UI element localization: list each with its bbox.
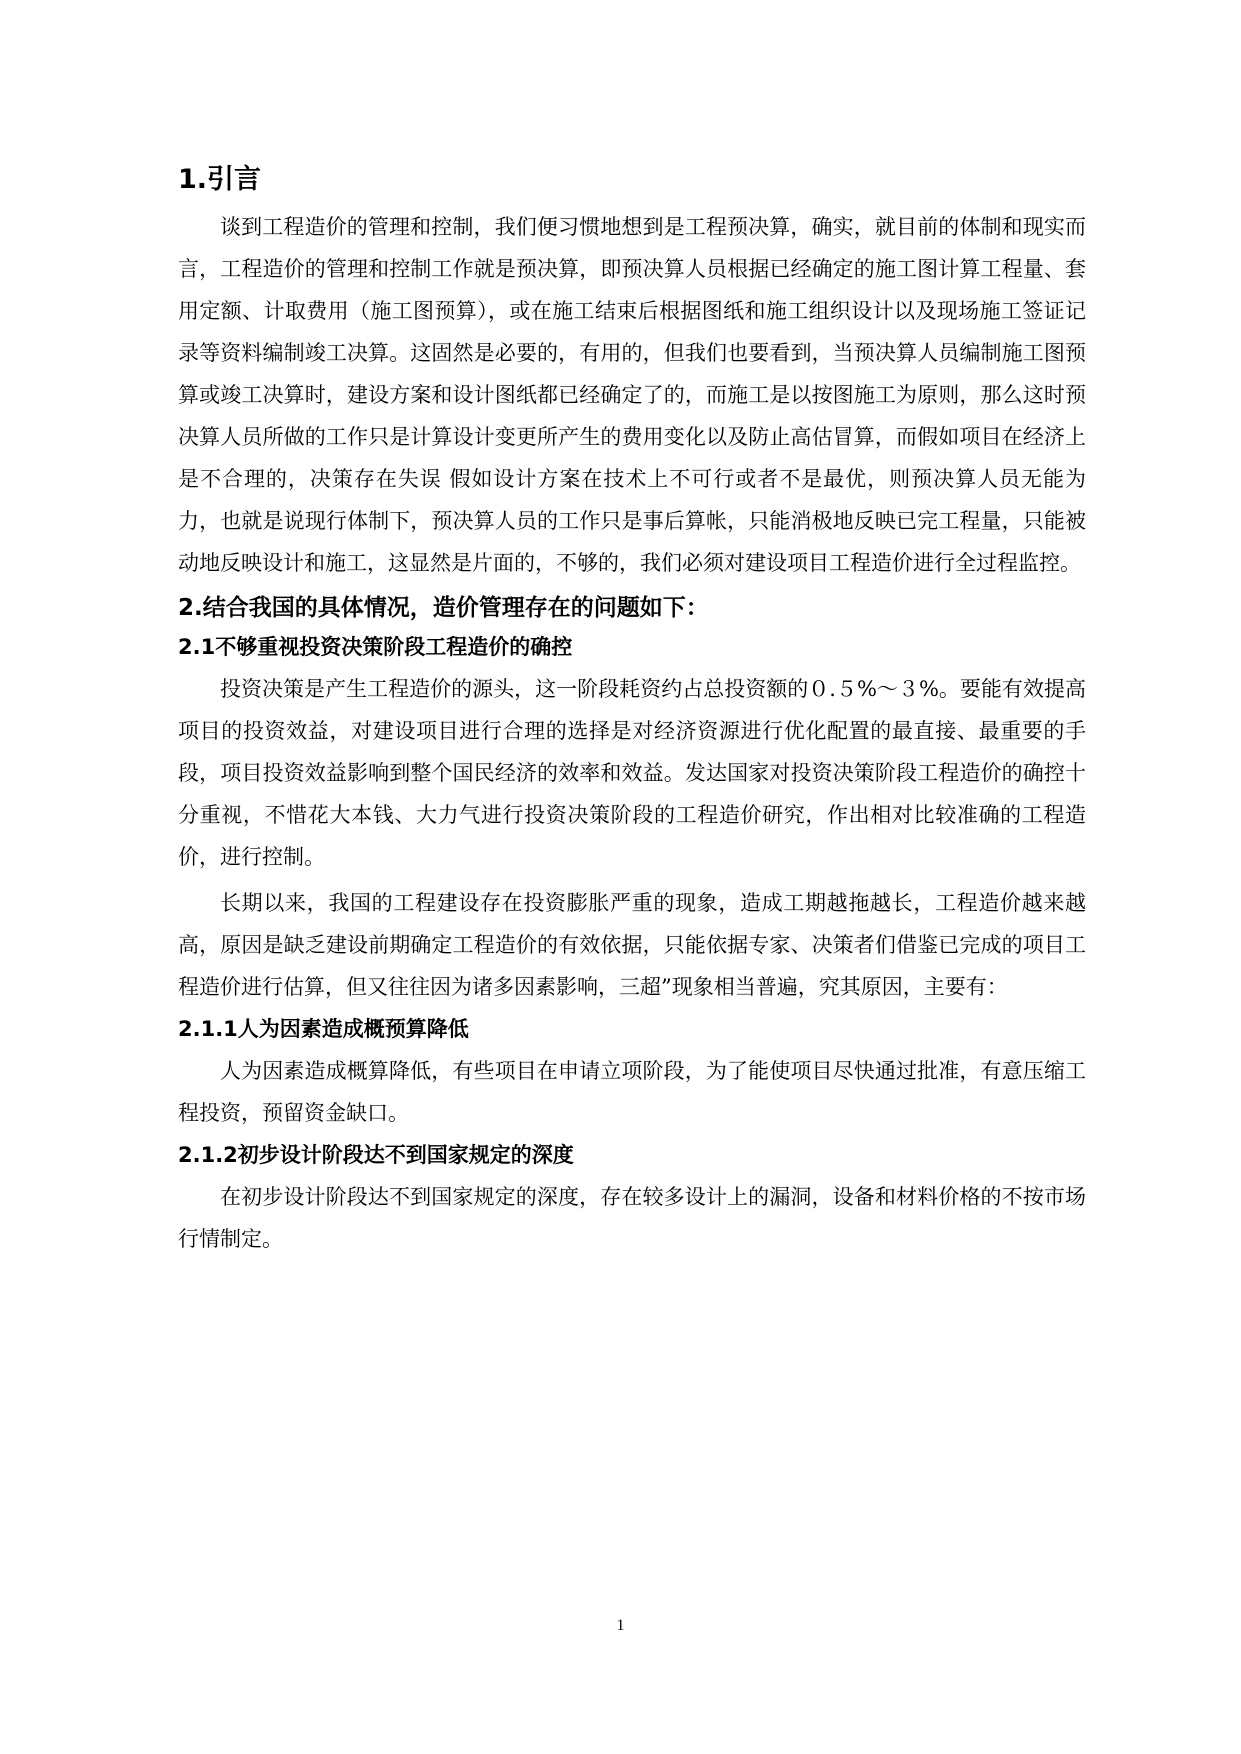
paragraph: 人为因素造成概算降低，有些项目在申请立项阶段，为了能使项目尽快通过批准，有意压缩工程投资，预留资金缺口。 bbox=[178, 1059, 1086, 1125]
section-heading-introduction: 1.引言 bbox=[178, 164, 262, 195]
page-number: 1 bbox=[616, 1617, 625, 1634]
paragraph: 长期以来，我国的工程建设存在投资膨胀严重的现象，造成工期越拖越长，工程造价越来越高，原因是缺乏建设前期确定工程造价的有效依据，只能依据专家、决策者们借鉴已完成的项目工程造价进行估算，但又往往因为诸多因素影响，三超”现象相当普遍，究其原因，主要有： bbox=[178, 891, 1086, 999]
paragraph: 谈到工程造价的管理和控制，我们便习惯地想到是工程预决算，确实，就目前的体制和现实而言，工程造价的管理和控制工作就是预决算，即预决算人员根据已经确定的施工图计算工程量、套用定额、计取费用（施工图预算），或在施工结束后根据图纸和施工组织设计以及现场施工签证记录等资料编制竣工决算。这固然是必要的，有用的，但我们也要看到，当预决算人员编制施工图预算或竣工决算时，建设方案和设计图纸都已经确定了的，而施工是以按图施工为原则，那么这时预决算人员所做的工作只是计算设计变更所产生的费用变化以及防止高估冒算，而假如项目在经济上是不合理的，决策存在失误 假如设计方案在技术上不可行或者不是最优，则预决算人员无能为力，也就是说现行体制下，预决算人员的工作只是事后算帐，只能消极地反映已完工程量，只能被动地反映设计和施工，这显然是片面的，不够的，我们必须对建设项目工程造价进行全过程监控。 bbox=[178, 215, 1086, 575]
section-heading-problems: 2.结合我国的具体情况，造价管理存在的问题如下： bbox=[178, 595, 709, 621]
document-body bbox=[178, 150, 1086, 1264]
subsection-heading-2-1-1: 2.1.1人为因素造成概预算降低 bbox=[178, 1017, 469, 1041]
subsection-heading-2-1-2: 2.1.2初步设计阶段达不到国家规定的深度 bbox=[178, 1143, 574, 1167]
subsection-heading-2-1: 2.1不够重视投资决策阶段工程造价的确控 bbox=[178, 635, 573, 659]
paragraph: 投资决策是产生工程造价的源头，这一阶段耗资约占总投资额的０.５%～３%。要能有效提高项目的投资效益，对建设项目进行合理的选择是对经济资源进行优化配置的最直接、最重要的手段，项目投资效益影响到整个国民经济的效率和效益。发达国家对投资决策阶段工程造价的确控十分重视，不惜花大本钱、大力气进行投资决策阶段的工程造价研究，作出相对比较准确的工程造价，进行控制。 bbox=[178, 677, 1086, 869]
paragraph: 在初步设计阶段达不到国家规定的深度，存在较多设计上的漏洞，设备和材料价格的不按市场行情制定。 bbox=[178, 1185, 1086, 1251]
